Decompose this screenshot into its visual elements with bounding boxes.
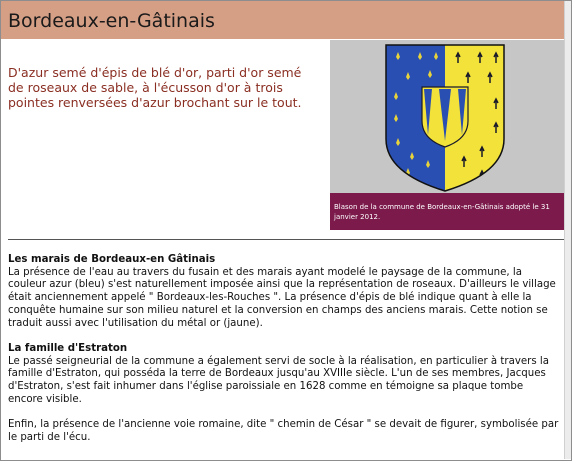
page-title: Bordeaux-en-Gâtinais: [8, 10, 215, 32]
image-caption: Blason de la commune de Bordeaux-en-Gâtinais adopté le 31 janvier 2012.: [330, 193, 564, 230]
title-bar: [1, 1, 564, 39]
coat-of-arms-panel: [330, 40, 564, 193]
section-heading-estraton: La famille d'Estraton: [8, 342, 128, 354]
scrollbar[interactable]: [564, 1, 571, 459]
section-body-marais: La présence de l'eau au travers du fusain et des marais ayant modelé le paysage de la commune, la couleur azur (bleu) s'est naturellement imposée ainsi que la représentation de roseaux. D'ailleurs le village était anciennement appelé " Bordeaux-les-Rouches ". La présence d'épis de blé indique quant à elle la conquête humaine sur son milieu naturel et la conversion en champs des anciens marais. Cette notion se traduit aussi avec l'utilisation du métal or (jaune).: [8, 266, 556, 329]
article-content: [8, 254, 560, 445]
section-heading-marais: Les marais de Bordeaux-en Gâtinais: [8, 254, 216, 265]
coat-of-arms-image: [384, 43, 506, 193]
closing-paragraph: Enfin, la présence de l'ancienne voie romaine, dite " chemin de César " se devait de figurer, symbolisée par le parti de l'écu.: [8, 419, 559, 443]
divider: [8, 239, 564, 240]
blazon-description: D'azur semé d'épis de blé d'or, parti d'or semé de roseaux de sable, à l'écusson d'or à trois pointes renversées d'azur brochant sur le tout.: [8, 65, 302, 110]
section-body-estraton: Le passé seigneurial de la commune a également servi de socle à la réalisation, en particulier à travers la famille d'Estraton, qui posséda la terre de Bordeaux jusqu'au XVIIIe siècle. L'un de ses membres, Jacques d'Estraton, s'est fait inhumer dans l'église paroissiale en 1628 comme en témoigne sa plaque tombe encore visible.: [8, 355, 549, 405]
